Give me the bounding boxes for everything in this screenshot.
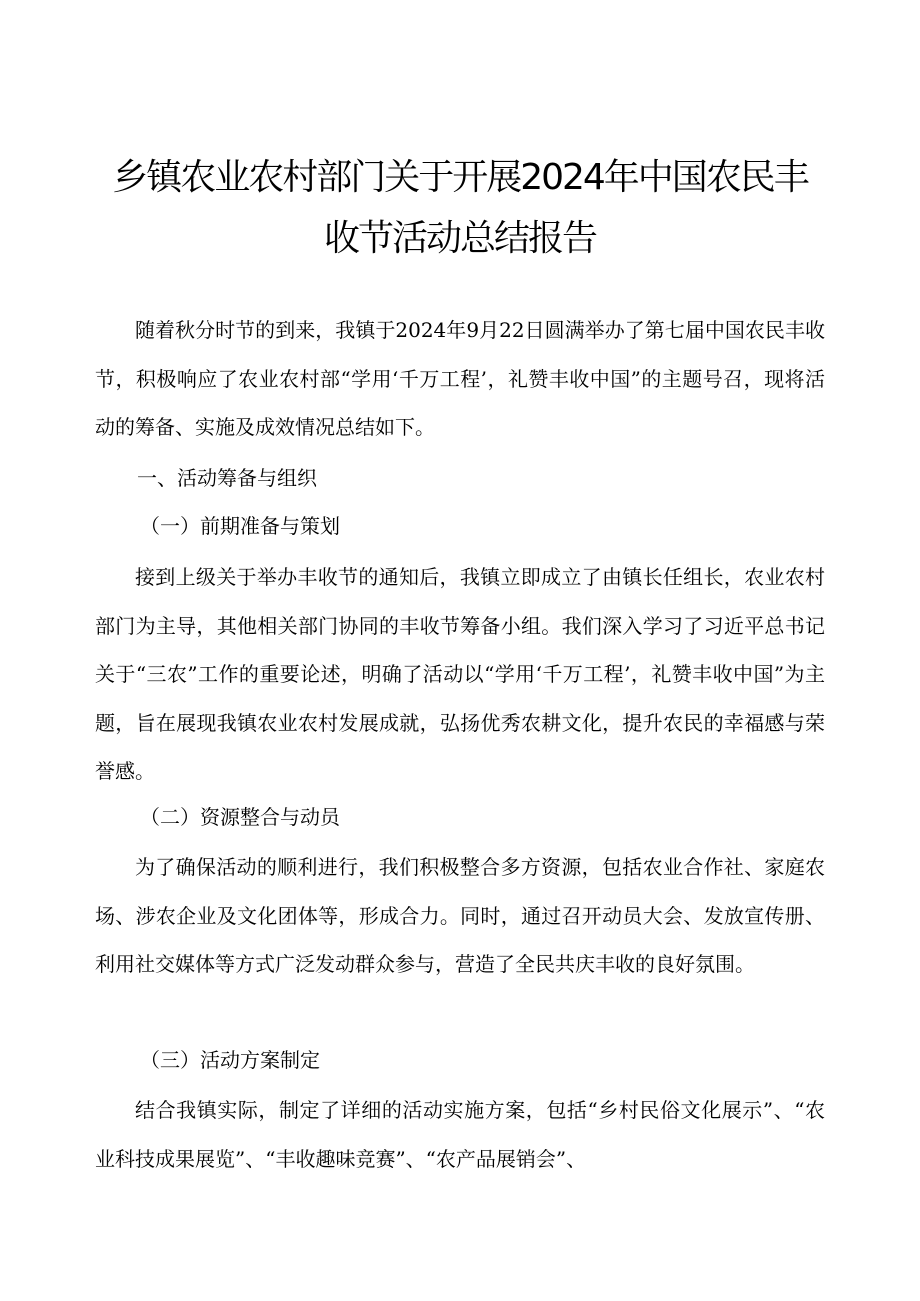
- subsection1-heading: （一）前期准备与策划: [140, 514, 340, 538]
- document-title-line2: 收节活动总结报告: [323, 218, 596, 259]
- subsection3-heading: （三）活动方案制定: [140, 1048, 320, 1072]
- subsection1-text: 接到上级关于举办丰收节的通知后，我镇立即成立了由镇长任组长，农业农村部门为主导，其他相关部门协同的丰收节筹备小组。我们深入学习了习近平总书记关于“三农”工作的重要论述，明确了活动以“学用‘千万工程’，礼赞丰收中国”为主题，旨在展现我镇农业农村发展成就，弘扬优秀农耕文化，提升农民的幸福感与荣誉感。: [95, 565, 825, 783]
- subsection3-text: 结合我镇实际，制定了详细的活动实施方案，包括“乡村民俗文化展示”、“农业科技成果展览”、“丰收趣味竞赛”、“农产品展销会”、: [95, 1098, 825, 1171]
- subsection2-heading: （二）资源整合与动员: [140, 805, 340, 829]
- subsection3-paragraph: [95, 1086, 825, 1183]
- section1-heading: 一、活动筹备与组织: [137, 466, 317, 490]
- intro-paragraph: [95, 306, 825, 452]
- document-title-line1: 乡镇农业农村部门关于开展2024年中国农民丰: [112, 157, 808, 198]
- subsection2-paragraph: [95, 843, 825, 989]
- intro-text: 随着秋分时节的到来，我镇于2024年9月22日圆满举办了第七届中国农民丰收节，积极响应了农业农村部“学用‘千万工程’，礼赞丰收中国”的主题号召，现将活动的筹备、实施及成效情况总结如下。: [95, 318, 825, 439]
- subsection1-paragraph: [95, 553, 825, 796]
- subsection2-text: 为了确保活动的顺利进行，我们积极整合多方资源，包括农业合作社、家庭农场、涉农企业及文化团体等，形成合力。同时，通过召开动员大会、发放宣传册、利用社交媒体等方式广泛发动群众参与，营造了全民共庆丰收的良好氛围。: [95, 855, 825, 976]
